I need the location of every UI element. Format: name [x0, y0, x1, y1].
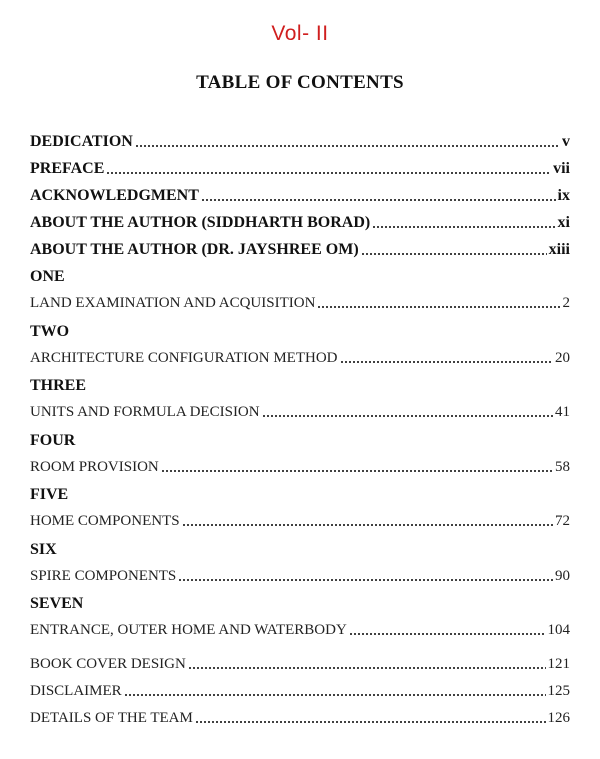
toc-entry-preface[interactable] — [30, 155, 570, 182]
dot-leader — [317, 294, 560, 309]
toc-entry-label: BOOK COVER DESIGN — [30, 655, 186, 672]
dot-leader — [124, 682, 546, 697]
dot-leader — [361, 240, 547, 256]
toc-entry-page: 41 — [555, 404, 570, 420]
dot-leader — [106, 159, 551, 175]
dot-leader — [178, 567, 553, 582]
toc-entry-label: DEDICATION — [30, 133, 133, 150]
toc-entry-page: 104 — [547, 622, 570, 638]
toc-entry-label: DETAILS OF THE TEAM — [30, 709, 193, 726]
toc-entry-label: LAND EXAMINATION AND ACQUISITION — [30, 295, 316, 311]
toc-entry-details-of-team[interactable] — [30, 705, 570, 732]
toc-entry-label: PREFACE — [30, 160, 105, 177]
chapter-number: SEVEN — [30, 595, 84, 612]
toc-entry-chapter-two[interactable] — [30, 345, 570, 373]
toc-entry-label: ROOM PROVISION — [30, 458, 159, 475]
toc-entry-chapter-four[interactable] — [30, 454, 570, 482]
toc-entry-acknowledgment[interactable] — [30, 182, 570, 209]
dot-leader — [182, 512, 553, 527]
toc-entry-about-author-jayshree[interactable] — [30, 236, 570, 263]
toc-entry-chapter-seven[interactable] — [30, 617, 570, 645]
toc-entry-label: SPIRE COMPONENTS — [30, 567, 177, 584]
chapter-number: THREE — [30, 377, 87, 394]
dot-leader — [195, 709, 546, 724]
toc-entry-chapter-six[interactable] — [30, 563, 570, 591]
toc-entry-page: 121 — [547, 655, 570, 672]
toc-entry-page: xi — [557, 214, 570, 231]
toc-entry-label: UNITS AND FORMULA DECISION — [30, 404, 260, 420]
toc-entry-label: ABOUT THE AUTHOR (SIDDHARTH BORAD) — [30, 214, 371, 231]
toc-entry-page: xiii — [548, 241, 570, 258]
dot-leader — [188, 655, 546, 670]
toc-entry-chapter-five[interactable] — [30, 508, 570, 536]
dot-leader — [135, 132, 560, 148]
dot-leader — [340, 349, 554, 364]
volume-label: Vol- II — [271, 22, 329, 45]
toc-entry-page: 20 — [555, 349, 570, 366]
table-of-contents — [30, 128, 570, 732]
toc-entry-book-cover-design[interactable] — [30, 651, 570, 678]
dot-leader — [201, 186, 556, 202]
toc-entry-dedication[interactable] — [30, 128, 570, 155]
toc-entry-page: 72 — [555, 513, 570, 529]
dot-leader — [349, 621, 546, 636]
dot-leader — [262, 403, 553, 418]
chapter-number: FIVE — [30, 486, 69, 503]
toc-entry-page: vii — [553, 160, 570, 177]
toc-entry-page: 90 — [555, 567, 570, 584]
page-title: TABLE OF CONTENTS — [196, 72, 404, 93]
toc-entry-chapter-three[interactable] — [30, 399, 570, 427]
toc-entry-label: ACKNOWLEDGMENT — [30, 187, 199, 204]
dot-leader — [372, 213, 555, 229]
toc-entry-label: ARCHITECTURE CONFIGURATION METHOD — [30, 349, 338, 366]
chapter-number: SIX — [30, 540, 57, 558]
dot-leader — [161, 458, 553, 473]
toc-entry-page: ix — [557, 187, 570, 204]
toc-entry-label: ABOUT THE AUTHOR (DR. JAYSHREE OM) — [30, 241, 359, 258]
toc-entry-page: 2 — [562, 295, 570, 311]
toc-entry-about-author-siddharth[interactable] — [30, 209, 570, 236]
toc-entry-disclaimer[interactable] — [30, 678, 570, 705]
toc-entry-chapter-one[interactable] — [30, 290, 570, 318]
toc-entry-page: 58 — [555, 458, 570, 475]
toc-entry-page: 126 — [547, 709, 570, 726]
chapter-number: ONE — [30, 268, 65, 285]
chapter-number: TWO — [30, 322, 70, 340]
toc-entry-label: DISCLAIMER — [30, 682, 122, 699]
toc-entry-page: 125 — [547, 682, 570, 699]
toc-entry-label: ENTRANCE, OUTER HOME AND WATERBODY — [30, 622, 347, 638]
toc-entry-page: v — [562, 133, 570, 150]
chapter-number: FOUR — [30, 431, 76, 449]
toc-entry-label: HOME COMPONENTS — [30, 513, 180, 529]
